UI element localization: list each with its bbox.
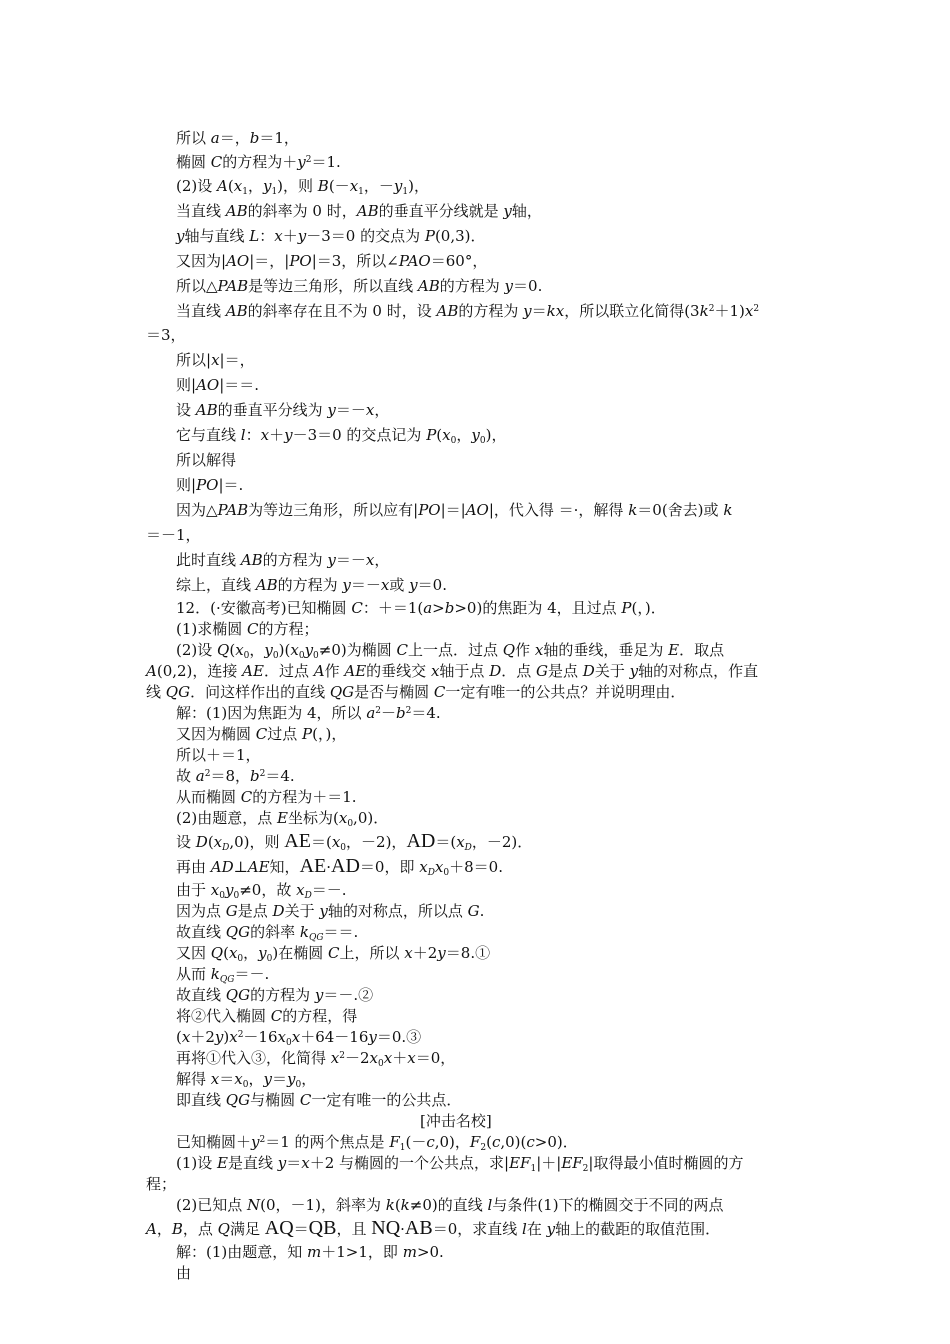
text-line: 故直线 QG的斜率 $k_{QG}==$. <box>176 923 359 943</box>
text-line: (2)已知点 N(0，－1)，斜率为 k(k≠0)的直线 l与条件(1)下的椭圆交于不同的两点 <box>176 1196 724 1214</box>
text-line: 从而椭圆 C的方程为＋＝1. <box>176 788 357 806</box>
text-line: 所以△PAB是等边三角形，所以直线 AB的方程为 y＝0. <box>176 277 543 295</box>
text-line: 故直线 QG的方程为 y＝－.② <box>176 986 374 1004</box>
text-line: 解得 $x=x_0$，$y=y_0$， <box>176 1070 317 1090</box>
text-line: 从而 $k_{QG}=-$. <box>176 965 270 985</box>
text-line: A，B，点 Q满足 AQ＝QB，且 NQ·AB＝0，求直线 l在 y轴上的截距的取值范围． <box>146 1217 721 1239</box>
text-line: 线 QG．问这样作出的直线 QG是否与椭圆 C一定有唯一的公共点？并说明理由． <box>146 683 686 701</box>
text-line: 再将①代入③，化简得 $x^2-2x_0x+x=0$， <box>176 1049 456 1069</box>
text-line: 它与直线 l：x＋y－3＝0 的交点记为 $P(x_0$，$y_0$)， <box>176 426 507 446</box>
text-line: ＝－1， <box>146 526 201 544</box>
text-line: 则|AO|＝＝. <box>176 376 260 394</box>
text-line: 所以 a＝，b＝1， <box>176 129 299 147</box>
text-line: 设 $D(x_D,0)$，则 $AE=(x_0$，－2)，$AD=(x_D$，－2)． <box>176 830 533 853</box>
text-line: 所以解得 <box>176 451 237 469</box>
text-line: 解：(1)因为焦距为 4，所以 $a^2-b^2=4$. <box>176 704 441 722</box>
text-line: (1)设 E是直线 y＝x＋2 与椭圆的一个公共点，求$|EF_1|+|EF_2|$取得最小值时椭圆的方 <box>176 1154 744 1174</box>
text-line: y轴与直线 L：x＋y－3＝0 的交点为 P(0,3)． <box>176 227 486 245</box>
text-line: 所以＋＝1， <box>176 746 261 764</box>
text-line: (2)设 $A(x_1$，$y_1$)，则 $B(-x_1$，$-y_1$)， <box>176 177 429 197</box>
text-line: 12．(·安徽高考)已知椭圆 C：＋＝1(a>b>0)的焦距为 4，且过点 P(，)． <box>176 599 666 617</box>
text-line: 由 <box>176 1264 192 1282</box>
text-line: (2)由题意，点 E坐标为$(x_0,0)$． <box>176 809 389 829</box>
text-line: 椭圆 C的方程为$+y^2=1$. <box>176 153 341 171</box>
text-line: 解：(1)由题意，知 m＋1>1，即 m>0. <box>176 1243 444 1261</box>
text-line: 当直线 AB的斜率存在且不为 0 时，设 AB的方程为 y＝kx，所以联立化简得$(3k^2+1)x^2$ <box>176 302 760 320</box>
text-line: 综上，直线 AB的方程为 y＝－x或 y＝0. <box>176 576 447 594</box>
text-line: A(0,2)，连接 AE．过点 A作 AE的垂线交 x轴于点 D．点 G是点 D关于 y轴的对称点，作直 <box>146 662 759 680</box>
text-line: 又因为椭圆 C过点 P(，)， <box>176 725 347 743</box>
section-heading: [冲击名校] <box>420 1112 492 1130</box>
text-line: 再由 AD⊥AE知，AE·AD＝0，即 $x_Dx_0+8=0$. <box>176 855 503 878</box>
text-line: 因为△PAB为等边三角形，所以应有|PO|＝|AO|，代入得 ＝·，解得 k＝0(舍去)或 k <box>176 501 733 519</box>
text-line: 所以|x|＝， <box>176 351 255 369</box>
text-line: 又因为|AO|＝，|PO|＝3，所以∠PAO＝60°， <box>176 252 488 270</box>
text-line: 设 AB的垂直平分线为 y＝－x， <box>176 401 390 419</box>
text-line: 将②代入椭圆 C的方程，得 <box>176 1007 358 1025</box>
text-line: 因为点 G是点 D关于 y轴的对称点，所以点 G. <box>176 902 485 920</box>
text-line: ＝3， <box>146 326 186 344</box>
text-line: 则|PO|＝. <box>176 476 244 494</box>
text-line: (2)设 $Q(x_0$，$y_0)(x_0y_0\ne 0)$为椭圆 C上一点．过点 Q作 x轴的垂线，垂足为 E．取点 <box>176 641 725 661</box>
text-line: 故 $a^2=8$，$b^2=4$. <box>176 767 295 785</box>
text-line: 当直线 AB的斜率为 0 时，AB的垂直平分线就是 y轴， <box>176 202 542 220</box>
text-line: 此时直线 AB的方程为 y＝－x， <box>176 551 390 569</box>
text-line: 由于 $x_0y_0\ne 0$，故 $x_D=-$. <box>176 881 347 901</box>
text-line: $(x+2y)x^2-16x_0x+64-16y=0.③$ <box>176 1028 422 1048</box>
text-line: 又因 $Q(x_0$，$y_0$)在椭圆 C上，所以 x＋2y＝8.① <box>176 944 491 964</box>
text-line: 已知椭圆$+y^2=1$ 的两个焦点是 $F_1(-c,0)$，$F_2(c,0)(c>0)$． <box>176 1133 578 1153</box>
text-line: 程； <box>146 1175 177 1193</box>
text-line: 即直线 QG与椭圆 C一定有唯一的公共点． <box>176 1091 462 1109</box>
text-line: (1)求椭圆 C的方程； <box>176 620 319 638</box>
